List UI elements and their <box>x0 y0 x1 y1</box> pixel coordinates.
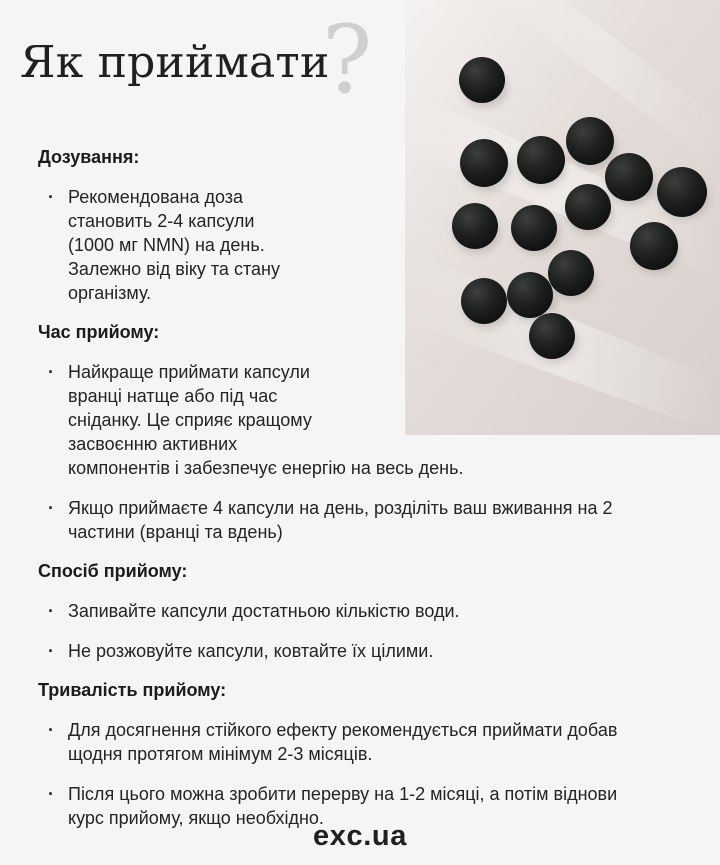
bullet-list <box>38 599 720 663</box>
list-item <box>38 718 720 766</box>
list-item <box>38 599 720 623</box>
bullet-line: · Для досягнення стійкого ефекту рекомендується приймати добав <box>68 720 618 740</box>
section-title: Дозування: <box>38 147 140 167</box>
bullet-line: вранці натще або під час <box>68 386 278 406</box>
bullet-line: курс прийому, якщо необхідно. <box>68 808 324 828</box>
list-item <box>38 360 720 480</box>
bullet-line: · Рекомендована доза <box>68 187 244 207</box>
brand-name: exc.ua <box>313 820 407 852</box>
page-title <box>20 37 330 88</box>
section-title: Спосіб прийому: <box>38 561 188 581</box>
bullet-line: щодня протягом мінімум 2-3 місяців. <box>68 744 373 764</box>
bullet-list <box>38 185 720 305</box>
bullet-line: · Якщо приймаєте 4 капсули на день, розділіть ваш вживання на 2 <box>68 498 613 518</box>
bullet-line: становить 2-4 капсули <box>68 211 255 231</box>
list-item <box>38 782 720 830</box>
bullet-line: компонентів і забезпечує енергію на весь день. <box>68 458 464 478</box>
bullet-list <box>38 718 720 830</box>
list-item <box>38 185 720 305</box>
title-text: Як приймати <box>20 37 330 88</box>
question-mark-icon: ? <box>322 6 373 115</box>
intake-time-section <box>38 321 720 544</box>
bullet-line: · Після цього можна зробити перерву на 1-2 місяці, а потім віднови <box>68 784 618 804</box>
bullet-line: (1000 мг NMN) на день. <box>68 235 265 255</box>
bullet-line: · Запивайте капсули достатньою кількістю води. <box>68 601 460 621</box>
bullet-line: організму. <box>68 283 152 303</box>
bullet-line: засвоєнню активних <box>68 434 238 454</box>
duration-section <box>38 679 720 830</box>
bullet-list <box>38 360 720 544</box>
dosage-section <box>38 146 720 305</box>
section-title: Тривалість прийому: <box>38 680 227 700</box>
bullet-line: частини (вранці та вдень) <box>68 522 283 542</box>
section-title: Час прийому: <box>38 322 160 342</box>
list-item <box>38 496 720 544</box>
bullet-line: сніданку. Це сприяє кращому <box>68 410 312 430</box>
capsule <box>459 57 505 103</box>
bullet-line: · Не розжовуйте капсули, ковтайте їх цілими. <box>68 641 434 661</box>
method-section <box>38 560 720 663</box>
bullet-line: · Найкраще приймати капсули <box>68 362 310 382</box>
bullet-line: Залежно від віку та стану <box>68 259 280 279</box>
list-item <box>38 639 720 663</box>
instructions <box>38 146 720 846</box>
